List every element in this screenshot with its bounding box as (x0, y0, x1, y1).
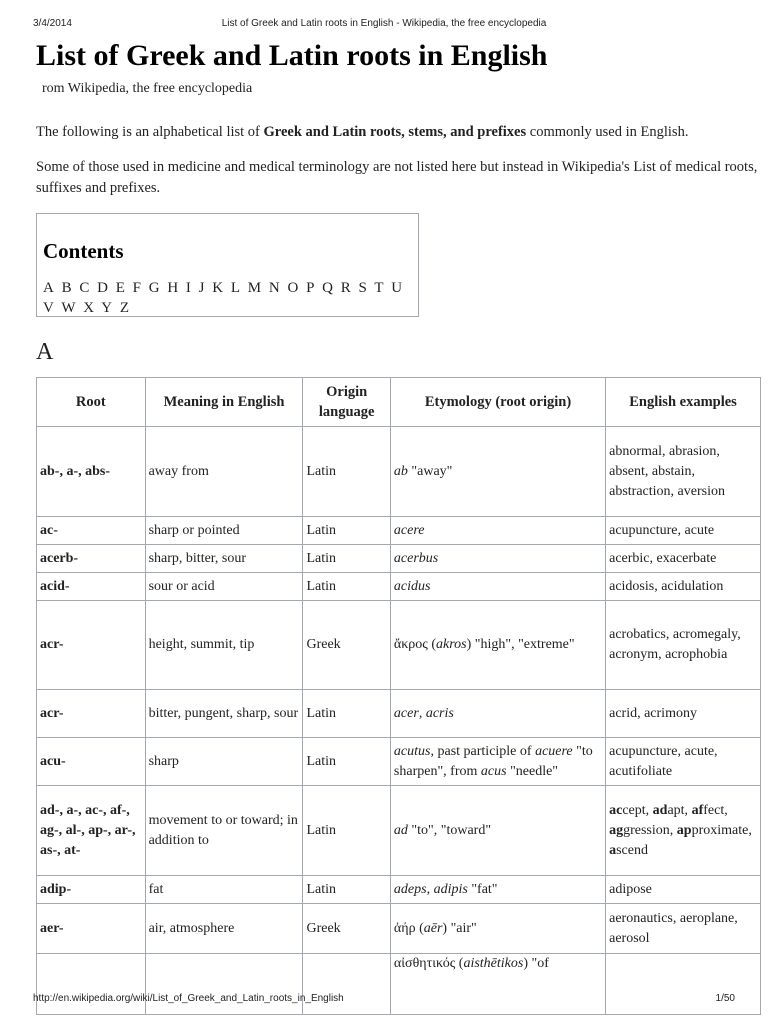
text-run: acer (393, 705, 419, 721)
intro-paragraph-1 (36, 122, 762, 143)
meaning-cell: air, atmosphere (145, 904, 303, 954)
toc-link-a[interactable]: A (43, 280, 55, 296)
toc-link-g[interactable]: G (148, 280, 161, 296)
etymology-cell (390, 904, 605, 954)
table-row (37, 738, 761, 786)
text-run: ab (393, 463, 408, 479)
origin-cell: Latin (303, 545, 390, 573)
meaning-cell: fat (145, 876, 303, 904)
toc-link-p[interactable]: P (306, 280, 316, 296)
table-row (37, 573, 761, 601)
text-run: , (418, 705, 426, 721)
text-run: ) "high", "extreme" (466, 637, 575, 652)
text-run: "away" (407, 463, 453, 479)
table-row (37, 517, 761, 545)
examples-cell (606, 601, 761, 690)
examples-cell (606, 904, 761, 954)
examples-cell (606, 545, 761, 573)
text-run: acerbus (393, 550, 439, 566)
text-run: acidus (393, 578, 431, 594)
root-cell: acr- (37, 601, 146, 690)
toc-heading: Contents (43, 239, 124, 263)
toc-link-w[interactable]: W (61, 300, 77, 316)
meaning-cell: sour or acid (145, 573, 303, 601)
text-run: acuere (535, 743, 573, 759)
toc-link-x[interactable]: X (83, 300, 96, 316)
text-run: proximate, (691, 822, 752, 838)
column-header-etymology: Etymology (root origin) (390, 378, 605, 427)
etymology-cell (390, 517, 605, 545)
origin-cell: Latin (303, 427, 390, 517)
table-of-contents (36, 213, 419, 317)
toc-link-m[interactable]: M (247, 280, 263, 296)
text-run: akros (436, 637, 467, 652)
page-number: 1/50 (715, 993, 735, 1004)
etymology-cell (390, 738, 605, 786)
column-header-root: Root (37, 378, 146, 427)
text-run: acupuncture, acute, acutifoliate (609, 743, 718, 779)
table-row (37, 601, 761, 690)
text-run: apt, (667, 802, 692, 818)
origin-cell: Latin (303, 738, 390, 786)
root-cell: ad-, a-, ac-, af-, ag-, al-, ap-, ar-, as-, at- (37, 786, 146, 876)
intro-paragraph-2: Some of those used in medicine and medical terminology are not listed here but instead in Wikipedia's List of medical roots, suffixes and prefixes. (36, 159, 758, 196)
meaning-cell: bitter, pungent, sharp, sour (145, 690, 303, 738)
meaning-cell: sharp, bitter, sour (145, 545, 303, 573)
toc-link-v[interactable]: V (43, 300, 55, 316)
root-cell: adip- (37, 876, 146, 904)
meaning-cell: height, summit, tip (145, 601, 303, 690)
toc-link-y[interactable]: Y (101, 300, 114, 316)
table-body (37, 427, 761, 1015)
toc-letter-list (43, 278, 412, 318)
text-run: , past participle of (430, 743, 536, 759)
table-row (37, 954, 761, 1015)
meaning-cell: sharp (145, 738, 303, 786)
toc-link-u[interactable]: U (391, 280, 404, 296)
etymology-cell (390, 876, 605, 904)
root-cell (37, 954, 146, 1015)
intro-bold-text: Greek and Latin roots, stems, and prefixes (263, 124, 527, 140)
text-run: ἄκρος ( (393, 637, 437, 652)
examples-cell (606, 573, 761, 601)
text-run: aēr (423, 920, 443, 936)
table-header-row (37, 378, 761, 427)
toc-link-i[interactable]: I (185, 280, 192, 296)
roots-table (36, 377, 761, 1015)
toc-link-t[interactable]: T (374, 280, 385, 296)
toc-link-s[interactable]: S (358, 280, 368, 296)
text-run: , (426, 881, 434, 897)
text-run: ap (676, 822, 692, 838)
toc-link-r[interactable]: R (340, 280, 352, 296)
examples-cell (606, 517, 761, 545)
etymology-cell (390, 786, 605, 876)
text-run: acrobatics, acromegaly, acronym, acrophobia (609, 627, 741, 662)
table-row (37, 545, 761, 573)
toc-link-b[interactable]: B (61, 280, 73, 296)
toc-link-e[interactable]: E (115, 280, 126, 296)
root-cell: aer- (37, 904, 146, 954)
column-header-meaning: Meaning in English (145, 378, 303, 427)
text-run: "to sharpen", from (393, 743, 593, 779)
text-run: cept, (622, 802, 653, 818)
origin-cell: Latin (303, 786, 390, 876)
print-date: 3/4/2014 (33, 18, 72, 29)
root-cell: ac- (37, 517, 146, 545)
text-run: ac (609, 802, 623, 818)
origin-cell: Latin (303, 573, 390, 601)
toc-link-n[interactable]: N (268, 280, 281, 296)
etymology-cell (390, 545, 605, 573)
print-doc-title: List of Greek and Latin roots in English - Wikipedia, the free encyclopedia (221, 18, 547, 29)
examples-cell (606, 786, 761, 876)
text-run: "fat" (467, 881, 498, 897)
section-heading-a: A (36, 339, 54, 365)
text-run: acupuncture, acute (609, 522, 715, 538)
text-run: acris (425, 705, 454, 721)
text-run: ἀήρ ( (393, 920, 424, 936)
text-run: a (609, 842, 617, 858)
text-run: αἰσθητικός ( (393, 956, 464, 971)
origin-cell: Latin (303, 876, 390, 904)
meaning-cell: movement to or toward; in addition to (145, 786, 303, 876)
intro-text: The following is an alphabetical list of (36, 124, 264, 140)
meaning-cell: sharp or pointed (145, 517, 303, 545)
etymology-cell (390, 954, 605, 1015)
intro-text: commonly used in English. (526, 124, 689, 140)
meaning-cell: away from (145, 427, 303, 517)
etymology-cell (390, 601, 605, 690)
root-cell: acid- (37, 573, 146, 601)
root-cell: acu- (37, 738, 146, 786)
root-cell: ab-, a-, abs- (37, 427, 146, 517)
text-run: af (691, 802, 704, 818)
examples-cell (606, 690, 761, 738)
table-row (37, 427, 761, 517)
text-run: fect, (703, 802, 728, 818)
text-run: ) "of (523, 956, 549, 971)
origin-cell: Latin (303, 690, 390, 738)
etymology-cell (390, 427, 605, 517)
meaning-cell (145, 954, 303, 1015)
article-content (36, 38, 762, 367)
toc-link-z[interactable]: Z (119, 300, 131, 316)
toc-link-q[interactable]: Q (322, 280, 334, 296)
toc-link-d[interactable]: D (97, 280, 109, 296)
text-run: adipose (609, 881, 652, 897)
text-run: gression, (623, 822, 677, 838)
text-run: acrid, acrimony (609, 705, 697, 721)
text-run: adipis (433, 881, 468, 897)
text-run: adeps (393, 881, 427, 897)
text-run: "to", "toward" (407, 822, 492, 838)
table-row (37, 904, 761, 954)
table-row (37, 690, 761, 738)
origin-cell: Latin (303, 517, 390, 545)
toc-link-c[interactable]: C (79, 280, 91, 296)
text-run: acidosis, acidulation (609, 578, 724, 594)
column-header-examples: English examples (606, 378, 761, 427)
text-run: ) "air" (442, 920, 477, 936)
origin-cell (303, 954, 390, 1015)
examples-cell (606, 876, 761, 904)
text-run: acere (393, 522, 425, 538)
table-row (37, 876, 761, 904)
text-run: ad (652, 802, 668, 818)
root-cell: acr- (37, 690, 146, 738)
text-run: acerbic, exacerbate (609, 550, 717, 566)
origin-cell: Greek (303, 601, 390, 690)
toc-link-h[interactable]: H (167, 280, 180, 296)
toc-link-o[interactable]: O (287, 280, 300, 296)
text-run: ad (393, 822, 408, 838)
examples-cell (606, 954, 761, 1015)
text-run: ag (609, 822, 624, 838)
column-header-origin: Origin language (303, 378, 390, 427)
etymology-cell (390, 690, 605, 738)
page-url: http://en.wikipedia.org/wiki/List_of_Greek_and_Latin_roots_in_English (33, 993, 344, 1004)
text-run: scend (616, 842, 648, 858)
toc-link-k[interactable]: K (212, 280, 225, 296)
text-run: abnormal, abrasion, absent, abstain, abstraction, aversion (609, 443, 725, 499)
examples-cell (606, 427, 761, 517)
text-run: aisthētikos (463, 956, 524, 971)
etymology-cell (390, 573, 605, 601)
examples-cell (606, 738, 761, 786)
text-run: acus (480, 763, 507, 779)
page-title: List of Greek and Latin roots in English (36, 39, 548, 72)
text-run: acutus (393, 743, 431, 759)
toc-link-j[interactable]: J (198, 280, 206, 296)
table-row (37, 786, 761, 876)
text-run: "needle" (506, 763, 559, 779)
toc-link-f[interactable]: F (132, 280, 142, 296)
text-run: aeronautics, aeroplane, aerosol (609, 910, 738, 946)
origin-cell: Greek (303, 904, 390, 954)
root-cell: acerb- (37, 545, 146, 573)
site-subtitle: rom Wikipedia, the free encyclopedia (42, 81, 253, 96)
toc-link-l[interactable]: L (230, 280, 242, 296)
